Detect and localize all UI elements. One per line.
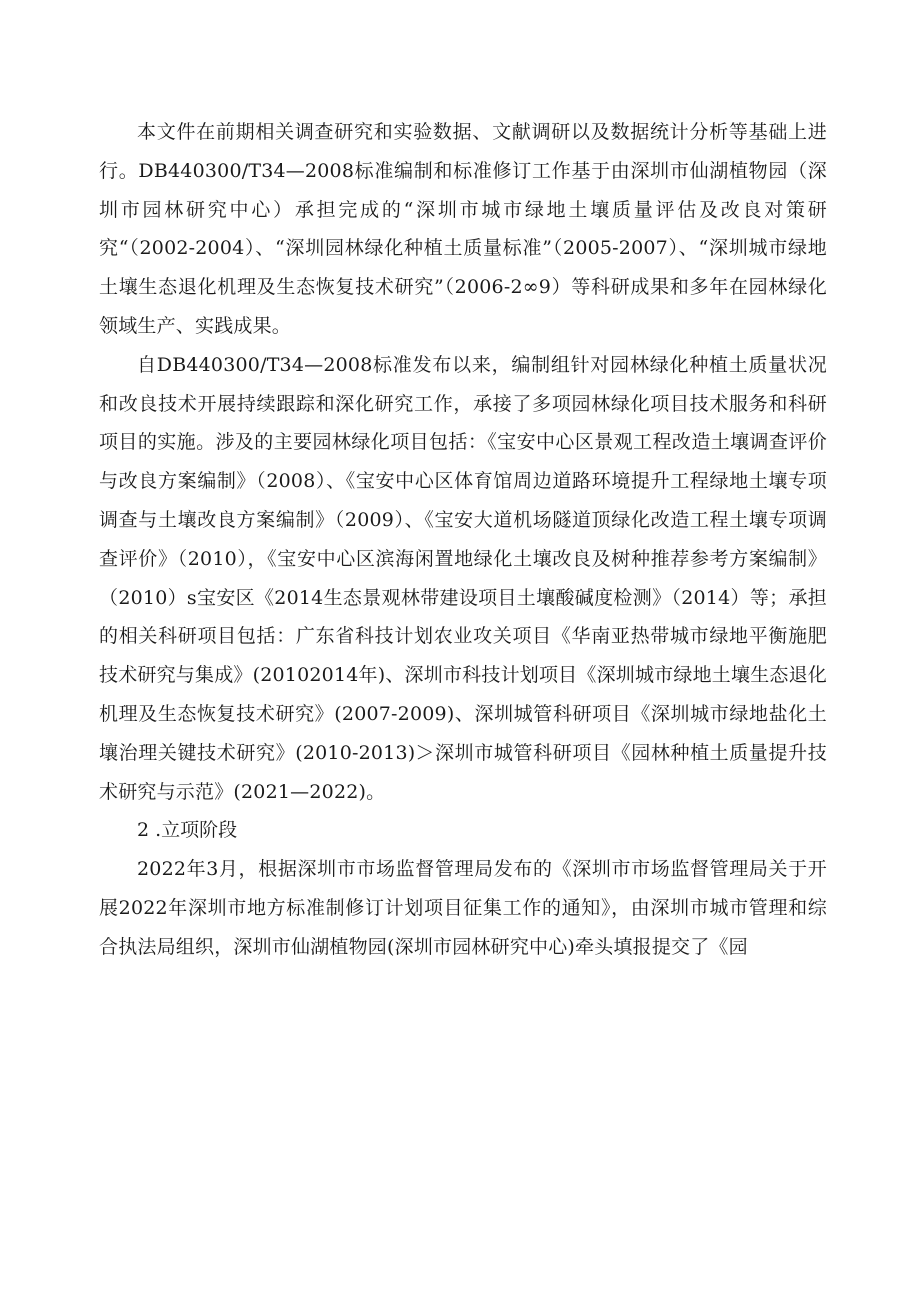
paragraph-project-initiation: 2022年3月，根据深圳市市场监督管理局发布的《深圳市市场监督管理局关于开展2022年深圳市地方标准制修订计划项目征集工作的通知》，由深圳市城市管理和综合执法局组织，深圳市仙湖植物园(深圳市园林研究中心)牵头填报提交了《园	[99, 858, 827, 958]
paragraph-background-research: 本文件在前期相关调查研究和实验数据、文献调研以及数据统计分析等基础上进行。DB440300/T34—2008标准编制和标准修订工作基于由深圳市仙湖植物园（深圳市园林研究中心）承担完成的“深圳市城市绿地土壤质量评估及改良对策研究“（2002-2004）、“深圳园林绿化种植土质量标准”（2005-2007）、“深圳城市绿地土壤生态退化机理及生态恢复技术研究”（2006-2∞9）等科研成果和多年在园林绿化领域生产、实践成果。	[99, 121, 827, 337]
section-heading-project-initiation: 2 .立项阶段	[137, 819, 238, 842]
document-body	[99, 113, 827, 967]
paragraph-related-projects: 自DB440300/T34—2008标准发布以来，编制组针对园林绿化种植土质量状况和改良技术开展持续跟踪和深化研究工作，承接了多项园林绿化项目技术服务和科研项目的实施。涉及的主要园林绿化项目包括：《宝安中心区景观工程改造土壤调查评价与改良方案编制》（2008）、《宝安中心区体育馆周边道路环境提升工程绿地土壤专项调查与土壤改良方案编制》（2009）、《宝安大道机场隧道顶绿化改造工程土壤专项调查评价》（2010），《宝安中心区滨海闲置地绿化土壤改良及树种推荐参考方案编制》（2010）s宝安区《2014生态景观林带建设项目土壤酸碱度检测》（2014）等；承担的相关科研项目包括：广东省科技计划农业攻关项目《华南亚热带城市绿地平衡施肥技术研究与集成》(20102014年)、深圳市科技计划项目《深圳城市绿地土壤生态退化机理及生态恢复技术研究》(2007-2009)、深圳城管科研项目《深圳城市绿地盐化土壤治理关键技术研究》(2010-2013)＞深圳市城管科研项目《园林种植土质量提升技术研究与示范》(2021—2022)。	[99, 353, 827, 803]
